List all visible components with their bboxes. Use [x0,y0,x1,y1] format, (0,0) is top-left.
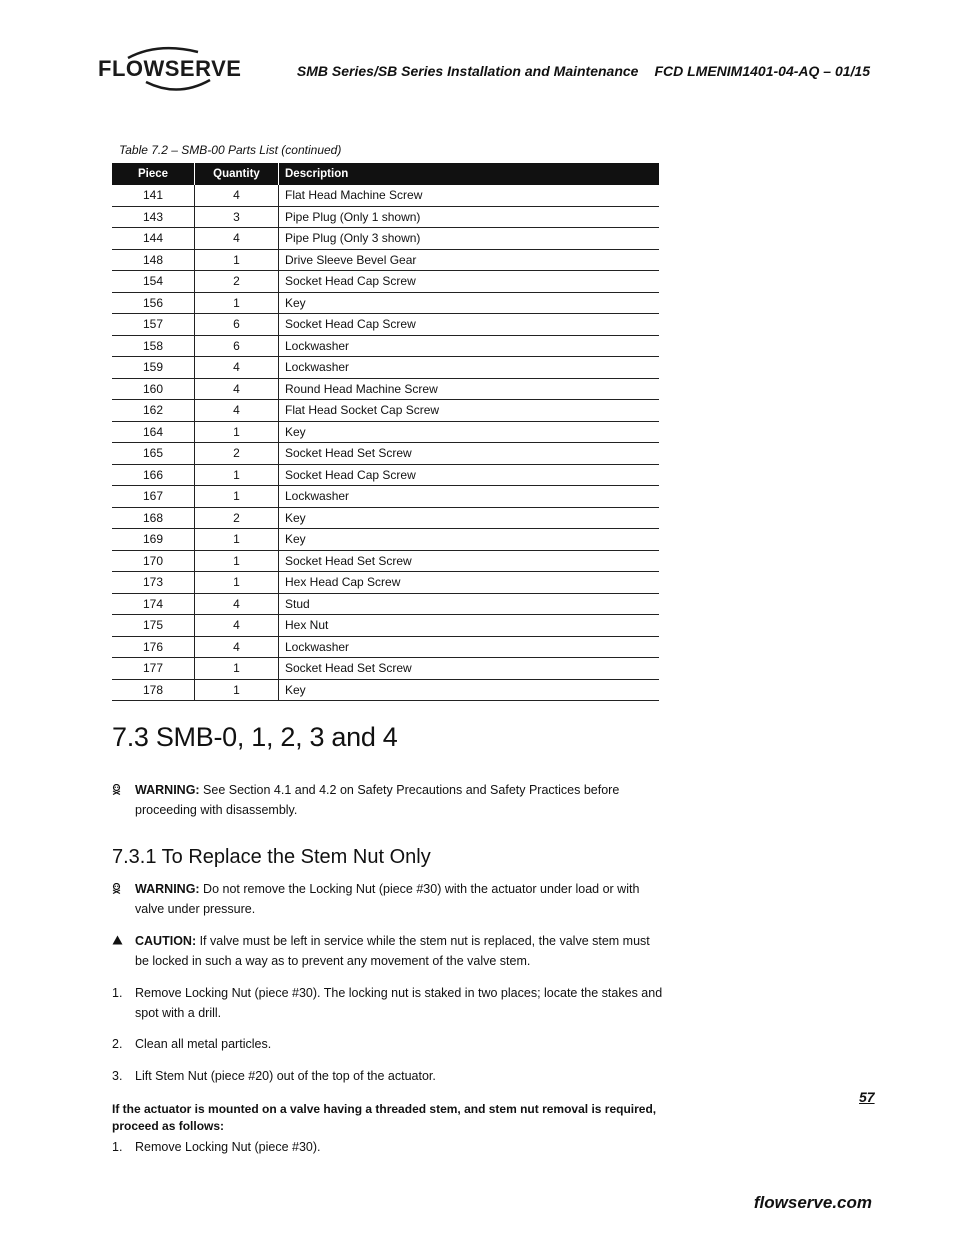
cell-piece: 154 [112,271,195,293]
cell-description: Key [279,507,660,529]
cell-piece: 174 [112,593,195,615]
cell-quantity: 2 [195,443,279,465]
warning-triangle-icon [112,935,123,948]
cell-quantity: 1 [195,464,279,486]
section-warning [135,780,665,820]
cell-piece: 170 [112,550,195,572]
cell-description: Round Head Machine Screw [279,378,660,400]
cell-description: Socket Head Set Screw [279,658,660,680]
cell-quantity: 2 [195,507,279,529]
skull-crossbones-icon [112,883,121,897]
table-row [112,357,659,379]
table-header-row [112,163,659,185]
cell-description: Socket Head Cap Screw [279,464,660,486]
cell-quantity: 4 [195,378,279,400]
cell-piece: 160 [112,378,195,400]
column-header-quantity: Quantity [195,163,279,185]
table-row [112,550,659,572]
cell-description: Socket Head Set Screw [279,550,660,572]
step-number: 3. [112,1069,123,1083]
step-number: 2. [112,1037,123,1051]
table-row [112,636,659,658]
document-title: SMB Series/SB Series Installation and Maintenance [296,63,639,79]
warning-label: WARNING: [135,882,200,896]
cell-description: Key [279,292,660,314]
cell-quantity: 1 [195,550,279,572]
table-row [112,679,659,701]
table-row [112,249,659,271]
flowserve-logo [98,44,242,96]
cell-piece: 143 [112,206,195,228]
table-row [112,228,659,250]
caution-text: If valve must be left in service while the stem nut is replaced, the valve stem must be locked in such a way as to prevent any movement of the valve stem. [135,934,650,968]
parts-table-body [112,185,659,701]
table-row [112,292,659,314]
cell-description: Stud [279,593,660,615]
cell-piece: 157 [112,314,195,336]
cell-piece: 158 [112,335,195,357]
cell-quantity: 4 [195,615,279,637]
cell-piece: 159 [112,357,195,379]
cell-description: Hex Nut [279,615,660,637]
cell-quantity: 4 [195,357,279,379]
table-row [112,378,659,400]
step-text: Lift Stem Nut (piece #20) out of the top of the actuator. [135,1069,436,1083]
caution-label: CAUTION: [135,934,197,948]
cell-quantity: 1 [195,486,279,508]
table-row [112,185,659,206]
skull-crossbones-icon [112,784,121,798]
cell-quantity: 1 [195,679,279,701]
table-row [112,314,659,336]
step-text: Remove Locking Nut (piece #30). The locking nut is staked in two places; locate the stakes and spot with a drill. [135,986,663,1020]
cell-description: Socket Head Set Screw [279,443,660,465]
cell-quantity: 6 [195,314,279,336]
cell-piece: 176 [112,636,195,658]
cell-piece: 167 [112,486,195,508]
table-row [112,206,659,228]
table-row [112,421,659,443]
cell-piece: 165 [112,443,195,465]
cell-piece: 166 [112,464,195,486]
cell-description: Pipe Plug (Only 1 shown) [279,206,660,228]
table-row [112,464,659,486]
step-number: 1. [112,1140,123,1154]
cell-piece: 156 [112,292,195,314]
column-header-piece: Piece [112,163,195,185]
cell-piece: 141 [112,185,195,206]
table-row [112,658,659,680]
table-row [112,271,659,293]
cell-description: Drive Sleeve Bevel Gear [279,249,660,271]
cell-quantity: 1 [195,249,279,271]
cell-piece: 148 [112,249,195,271]
cell-description: Flat Head Machine Screw [279,185,660,206]
cell-quantity: 1 [195,572,279,594]
cell-piece: 168 [112,507,195,529]
cell-piece: 178 [112,679,195,701]
column-header-description: Description [279,163,660,185]
warning-label: WARNING: [135,783,200,797]
document-code: FCD LMENIM1401-04-AQ – 01/15 [654,63,870,79]
cell-description: Key [279,529,660,551]
cell-description: Flat Head Socket Cap Screw [279,400,660,422]
table-row [112,400,659,422]
parts-table [112,163,659,701]
logo-text: FLOWSERVE [98,56,242,81]
cell-piece: 162 [112,400,195,422]
cell-description: Socket Head Cap Screw [279,271,660,293]
table-row [112,443,659,465]
table-row [112,335,659,357]
table-caption: Table 7.2 – SMB-00 Parts List (continued) [119,143,342,157]
subsection-heading: 7.3.1 To Replace the Stem Nut Only [112,846,431,868]
cell-piece: 164 [112,421,195,443]
cell-quantity: 4 [195,636,279,658]
caution-note [135,931,665,971]
warning-text: See Section 4.1 and 4.2 on Safety Precautions and Safety Practices before proceeding with disassembly. [135,783,620,817]
cell-piece: 177 [112,658,195,680]
table-row [112,507,659,529]
cell-description: Lockwasher [279,486,660,508]
cell-quantity: 2 [195,271,279,293]
step-number: 1. [112,986,123,1000]
warning-text: Do not remove the Locking Nut (piece #30) with the actuator under load or with valve under pressure. [135,882,640,916]
table-row [112,529,659,551]
footer-url: flowserve.com [753,1193,872,1212]
cell-quantity: 1 [195,421,279,443]
subsection-warning [135,879,665,919]
table-row [112,593,659,615]
cell-description: Pipe Plug (Only 3 shown) [279,228,660,250]
cell-piece: 175 [112,615,195,637]
cell-description: Key [279,679,660,701]
cell-quantity: 1 [195,529,279,551]
page-number: 57 [859,1089,875,1105]
cell-quantity: 4 [195,228,279,250]
table-row [112,615,659,637]
cell-description: Hex Head Cap Screw [279,572,660,594]
threaded-stem-note: If the actuator is mounted on a valve having a threaded stem, and stem nut removal is required, proceed as follows: [112,1102,657,1133]
cell-quantity: 1 [195,292,279,314]
cell-quantity: 6 [195,335,279,357]
cell-quantity: 3 [195,206,279,228]
cell-description: Socket Head Cap Screw [279,314,660,336]
table-row [112,486,659,508]
cell-description: Lockwasher [279,357,660,379]
cell-description: Lockwasher [279,636,660,658]
cell-quantity: 4 [195,400,279,422]
step-text: Remove Locking Nut (piece #30). [135,1140,321,1154]
table-row [112,572,659,594]
step-text: Clean all metal particles. [135,1037,272,1051]
cell-piece: 173 [112,572,195,594]
section-heading: 7.3 SMB-0, 1, 2, 3 and 4 [112,722,398,752]
cell-quantity: 4 [195,185,279,206]
cell-piece: 169 [112,529,195,551]
document-header [297,63,870,79]
cell-description: Key [279,421,660,443]
cell-quantity: 1 [195,658,279,680]
cell-quantity: 4 [195,593,279,615]
cell-description: Lockwasher [279,335,660,357]
cell-piece: 144 [112,228,195,250]
